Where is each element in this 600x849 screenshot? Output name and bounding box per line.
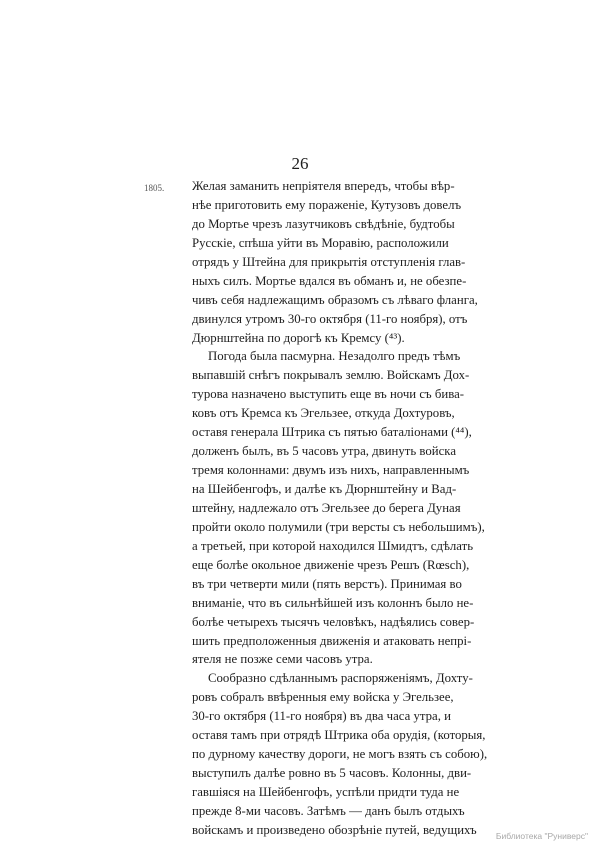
paragraph bbox=[192, 177, 478, 347]
text-line: турова назначено выступить еще въ ночи съ бива- bbox=[192, 387, 465, 402]
text-line: тремя колоннами: двумъ изъ нихъ, направленнымъ bbox=[192, 463, 470, 478]
text-line: гавшіяся на Шейбенгофъ, успѣли придти туда не bbox=[192, 785, 460, 799]
text-line: на Шейбенгофъ, и далѣе къ Дюрнштейну и Вад- bbox=[192, 482, 457, 496]
paragraph bbox=[192, 347, 485, 669]
text-line: прежде 8-ми часовъ. Затѣмъ — данъ былъ отдыхъ bbox=[192, 803, 465, 818]
library-watermark: Библиотека "Руниверс" bbox=[495, 831, 588, 841]
text-line: чивъ себя надлежащимъ образомъ съ лѣваго фланга, bbox=[192, 292, 478, 307]
text-line: ровъ собралъ ввѣренныя ему войска у Эгельзее, bbox=[192, 690, 454, 705]
text-line: 30-го октября (11-го ноября) въ два часа утра, и bbox=[192, 709, 451, 724]
text-line: оставя генерала Штрика съ пятью баталіонами (⁴⁴), bbox=[192, 425, 472, 440]
page-number: 26 bbox=[291, 154, 309, 173]
text-line: нѣе приготовить ему пораженіе, Кутузовъ довелъ bbox=[192, 197, 462, 212]
text-line: вниманіе, что въ сильнѣйшей изъ колоннъ было не- bbox=[192, 595, 474, 610]
text-line: войскамъ и произведено обозрѣніе путей, ведущихъ bbox=[192, 822, 477, 837]
text-line: ковъ отъ Кремса къ Эгельзее, откуда Дохтуровъ, bbox=[192, 406, 455, 421]
text-line: еще болѣе окольное движеніе чрезъ Решъ (Rœsch), bbox=[192, 557, 470, 572]
text-line: Дюрнштейна по дорогѣ къ Кремсу (⁴³). bbox=[192, 330, 405, 345]
text-line: Сообразно сдѣланнымъ распоряженіямъ, Дохту- bbox=[208, 671, 473, 686]
text-line: въ три четверти мили (пять верстъ). Принимая во bbox=[192, 576, 462, 591]
text-line: до Мортье чрезъ лазутчиковъ свѣдѣніе, будтобы bbox=[192, 216, 455, 231]
text-line: шить предположенныя движенія и атаковать непрі- bbox=[192, 633, 472, 648]
margin-year-note: 1805. bbox=[144, 183, 165, 193]
paragraph bbox=[192, 669, 488, 839]
text-line: двинулся утромъ 30-го октября (11-го ноября), отъ bbox=[192, 311, 468, 326]
text-line: болѣе четырехъ тысячъ человѣкъ, надѣялись совер- bbox=[192, 614, 475, 629]
text-line: выпавшій снѣгъ покрывалъ землю. Войскамъ Дох- bbox=[192, 368, 470, 383]
text-line: ятеля не позже семи часовъ утра. bbox=[192, 652, 373, 667]
text-line: а третьей, при которой находился Шмидтъ, сдѣлать bbox=[192, 538, 474, 553]
text-line: Погода была пасмурна. Незадолго предъ тѣмъ bbox=[208, 349, 461, 364]
text-line: Русскіе, спѣша уйти въ Моравію, расположили bbox=[192, 235, 449, 250]
text-line: ныхъ силъ. Мортье вдался въ обманъ и, не обезпе- bbox=[192, 273, 467, 288]
text-line: Желая заманить непріятеля впередъ, чтобы вѣр- bbox=[192, 179, 455, 193]
text-line: штейну, надлежало отъ Эгельзее до берега Дуная bbox=[192, 500, 461, 515]
text-line: выступилъ далѣе ровно въ 5 часовъ. Колонны, дви- bbox=[192, 766, 472, 781]
text-line: по дурному качеству дороги, не могъ взять съ собою), bbox=[192, 747, 488, 762]
text-line: оставя тамъ при отрядѣ Штрика оба орудія, (которыя, bbox=[192, 728, 486, 743]
text-line: долженъ былъ, въ 5 часовъ утра, двинуть войска bbox=[192, 444, 457, 459]
body-text bbox=[192, 177, 488, 840]
text-line: отрядъ у Штейна для прикрытія отступленія глав- bbox=[192, 254, 466, 269]
text-line: пройти около полумили (три версты съ небольшимъ), bbox=[192, 519, 485, 534]
